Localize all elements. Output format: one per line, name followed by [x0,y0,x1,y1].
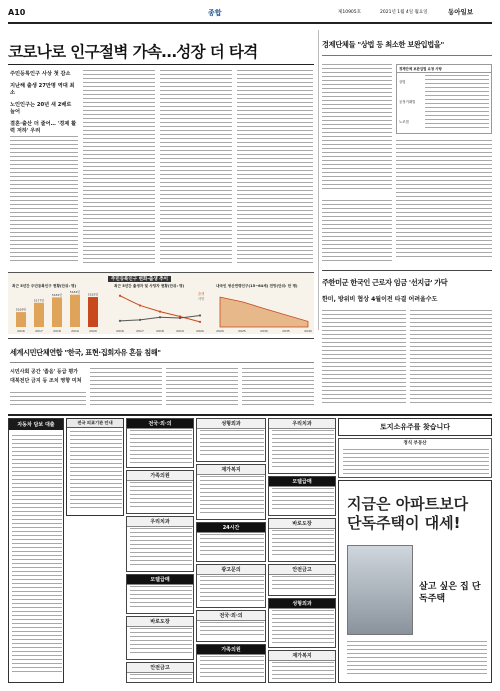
classified-ad-text [200,576,264,607]
lead-body-col1 [10,136,78,266]
econ-headline: 경제단체들 "상법 등 최소한 보완입법을" [322,40,444,49]
civicus-body-3 [166,368,238,410]
chart-x-tick: 2019 [176,329,184,333]
chart-point [119,320,121,322]
classified-ad-text [272,530,334,561]
chart-title: 주민등록인구 변화·출생 추이 [108,276,171,282]
ad-house-text [347,641,487,679]
econ-body-2 [396,140,492,260]
classified-ad[interactable] [126,574,194,614]
classified-ad-title: 모텔급매 [269,477,335,487]
classified-ad-text [200,534,264,561]
ad-realty-title: 정식 부동산 [403,441,427,446]
chart-x-tick: 2016 [116,329,124,333]
ad-loan-title: 자동차 담보 대출 [9,419,63,430]
classified-ad[interactable] [196,464,266,520]
table-row-1: 상법 [399,80,406,84]
ad-house-image [347,545,413,635]
classified-ad[interactable] [126,616,194,660]
ad-clinic-text [70,431,122,513]
classified-ad-text [272,488,334,515]
chart-point [179,317,181,319]
ad-clinic-title: 전국 의료기관 안내 [67,419,123,428]
classified-ad-title: 성형외과 [197,419,265,429]
classified-ad-title: 안전금고 [127,663,193,673]
chart-x-tick: 2040 [304,329,312,333]
lead-subheads [10,70,78,134]
classified-ad-title: 재가복지 [269,651,335,661]
classified-ad[interactable] [196,610,266,642]
chart-x-tick: 2020 [196,329,204,333]
table-cells [425,75,489,133]
classified-ad-text [130,586,192,613]
chart-legend-item: 출생 [198,292,205,296]
paper-name: 동아일보 [448,8,474,16]
chart-point [199,321,201,323]
classified-ad[interactable] [196,644,266,683]
classified-ad-text [130,628,192,659]
classified-ad[interactable] [268,598,336,648]
ad-clinic[interactable] [66,418,124,516]
ad-house-subhead: 살고 싶은 집 단독주택 [419,582,481,604]
chart-bar-label: 5184만 [69,290,81,295]
lead-chart-graphic [8,272,314,334]
chart-panel-title: 최근 5년간 출생자 및 사망자 현황(단위: 명) [114,284,185,288]
classified-ad-title: 우리치과 [269,419,335,429]
chart-x-tick: 2016 [17,329,25,333]
chart-svg [8,281,314,335]
chart-bar-label: 5177만 [33,298,45,303]
econ-body-3 [322,200,392,264]
chart-bar [52,297,62,327]
classified-ad[interactable] [196,522,266,562]
ad-loan[interactable] [8,418,64,683]
chart-x-tick: 2020 [216,329,224,333]
chart-panel-title: 최근 5년간 주민등록인구 현황(단위: 명) [12,284,77,288]
lead-body-col4 [237,70,313,266]
chart-bar [34,303,44,327]
lead-sub-2: 지난해 출생 27만명 역대 최소 [10,83,75,96]
econ-table [396,64,492,134]
lead-sub-4: 결혼·출산 더 줄어… '경제 활력 저하' 우려 [10,121,77,134]
econ-headline-rule [322,55,492,56]
ad-realty-text [343,449,489,477]
chart-point [119,295,121,297]
classified-ad-text [200,476,264,519]
chart-point [139,304,141,306]
classified-ad-title: 전국·외·의 [127,419,193,429]
table-row-2: 공정거래법 [399,100,416,104]
classified-ad-text [272,430,334,473]
econ-table-title: 경제단체 보완입법 요청 사항 [397,65,491,73]
classified-ad-title: 성형외과 [269,599,335,609]
chart-panel-title: 내국인 생산연령인구(15~64세) 전망(단위: 만 명) [216,284,298,288]
chart-bar-label: 5182만 [87,292,99,297]
chart-point [139,319,141,321]
lead-body-col2 [83,70,155,266]
classified-ad-title: 24시간 [197,523,265,533]
chart-x-tick: 2018 [53,329,61,333]
chart-point [159,316,161,318]
classified-ad[interactable] [268,418,336,474]
chart-bar [70,295,80,327]
ad-house[interactable] [338,480,492,683]
lead-bottom-rule [8,338,314,339]
usfk-body-1 [322,310,406,406]
classified-ad-text [130,482,192,513]
classified-ad-title: 바로도장 [269,519,335,529]
classified-ad-text [272,576,334,595]
classified-ad-title: 모텔급매 [127,575,193,585]
lead-sub-1: 주민등록인구 사상 첫 감소 [10,71,71,77]
classified-ad-text [272,662,334,682]
ads-top-rule [8,414,492,416]
classified-ad-text [130,430,192,467]
usfk-body-2 [410,310,492,406]
ad-realty[interactable] [338,438,492,478]
table-row-3: 노조법 [399,120,409,124]
classified-ad-title: 우리치과 [127,517,193,527]
issue-number: 제10905호 [338,10,362,15]
ad-land-title: 토지소유주를 찾습니다 [379,423,451,431]
chart-point [199,314,201,316]
masthead [8,8,492,22]
classified-ad-title: 전국·외·의 [197,611,265,621]
classified-ad-text [130,528,192,571]
chart-x-tick: 2030 [260,329,268,333]
chart-bar [16,312,26,327]
page-number: A10 [8,8,26,17]
usfk-headline: 주한미군 한국인 근로자 임금 '선지급' 가닥 [322,278,448,287]
column-divider [318,30,319,330]
classified-ad[interactable] [126,662,194,683]
classified-ad[interactable] [268,564,336,596]
classified-ad-title: 가족의원 [197,645,265,655]
classified-ad-title: 광고문의 [197,565,265,575]
classified-ad-title: 가족의원 [127,471,193,481]
civicus-subhead: 시민사회 공간 '좁음' 등급 평가 대북전단 금지 등 조치 영향 미쳐 [10,369,82,384]
lead-sub-3: 노인인구는 20년 새 2배로 늘어 [10,102,72,115]
classified-ad-text [272,610,334,647]
classified-ad-text [200,430,264,461]
chart-bar-label: 5182만 [51,292,63,297]
classified-ad-text [200,622,264,641]
chart-x-tick: 2025 [238,329,246,333]
classified-ad-title: 재가복지 [197,465,265,475]
econ-body-1 [322,64,392,194]
chart-legend-item: 사망 [198,297,205,301]
ad-land[interactable] [338,418,492,436]
classified-ad[interactable] [196,418,266,462]
classified-ad[interactable] [196,564,266,608]
classified-ad[interactable] [268,650,336,683]
civicus-body-1 [10,392,86,410]
chart-bar [88,297,98,327]
classified-ad-title: 안전금고 [269,565,335,575]
chart-point [159,311,161,313]
ad-house-headline: 지금은 아파트보다 단독주택이 대세! [347,495,469,532]
civicus-body-4 [242,368,314,410]
lead-body-col3 [160,70,232,266]
ad-loan-text [12,435,62,675]
classified-ad-text [130,674,192,682]
civicus-body-2 [90,368,162,410]
usfk-subhead: 한미, 방위비 협상 4월이전 타결 어려울수도 [322,296,438,303]
chart-x-tick: 2017 [35,329,43,333]
classified-ad-text [200,656,264,682]
civicus-rule [10,362,314,363]
econ-bottom-rule [322,270,492,271]
date-line: 2021년 1월 4일 월요일 [380,10,428,15]
chart-bar-label: 5169만 [15,307,27,312]
chart-x-tick: 2017 [136,329,144,333]
civicus-headline: 세계시민단체연합 "한국, 표현·집회자유 흔들 침해" [10,348,161,357]
classified-ad[interactable] [268,476,336,516]
chart-x-tick: 2018 [156,329,164,333]
section-label: 종합 [208,9,222,17]
chart-x-tick: 2020 [89,329,97,333]
lead-headline: 코로나로 인구절벽 가속…성장 더 타격 [8,43,258,61]
lead-headline-rule [8,64,314,65]
classified-ad[interactable] [126,418,194,468]
chart-x-tick: 2019 [71,329,79,333]
chart-area [220,297,308,327]
classified-ad[interactable] [268,518,336,562]
classified-ad[interactable] [126,516,194,572]
classified-ad-title: 바로도장 [127,617,193,627]
masthead-rule [8,22,492,24]
classified-ad[interactable] [126,470,194,514]
chart-x-tick: 2035 [282,329,290,333]
